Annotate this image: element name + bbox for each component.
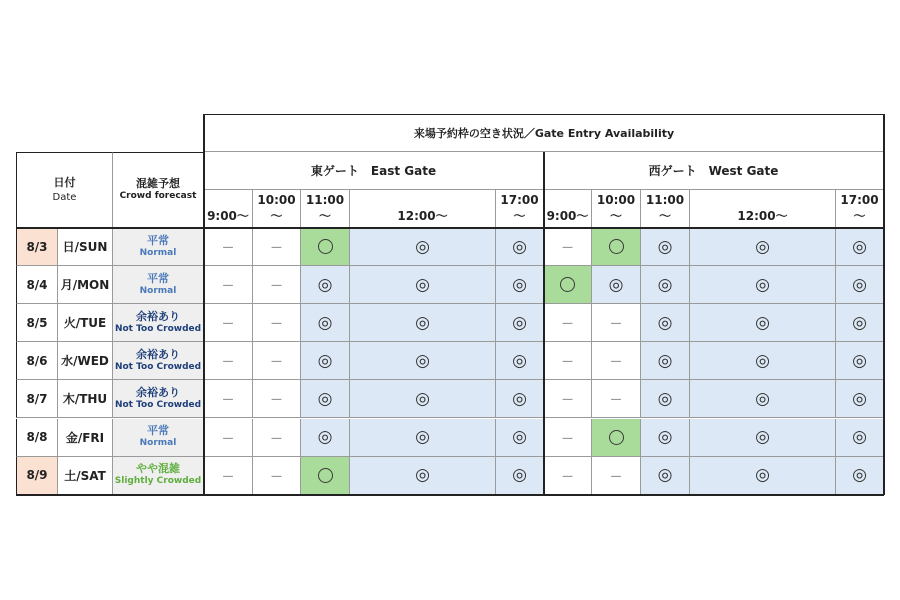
forecast-en: Not Too Crowded — [114, 400, 202, 411]
double-circle-icon: ◎ — [512, 465, 527, 486]
west-slot-4[interactable] — [836, 342, 884, 380]
forecast-ja: 余裕あり — [136, 385, 180, 399]
dash-icon: － — [269, 355, 283, 371]
dash-icon: － — [269, 469, 283, 485]
day-text: 金/FRI — [65, 430, 105, 445]
double-circle-icon: ◎ — [415, 350, 430, 371]
east-time-2 — [301, 190, 350, 228]
west-slot-2[interactable] — [641, 457, 690, 495]
west-slot-2[interactable] — [641, 380, 690, 418]
west-slot-1[interactable] — [592, 342, 641, 380]
day-text: 月/MON — [60, 278, 110, 293]
date-text: 8/4 — [26, 277, 48, 292]
dash-icon: － — [560, 431, 574, 447]
crowd-forecast — [113, 228, 204, 266]
dash-icon: － — [560, 355, 574, 371]
row-date — [16, 304, 58, 342]
west-slot-2[interactable] — [641, 266, 690, 304]
double-circle-icon: ◎ — [608, 274, 624, 295]
dash-icon: － — [269, 317, 283, 333]
east-slot-1[interactable] — [253, 228, 301, 266]
dash-icon: － — [221, 279, 235, 295]
crowd-forecast — [113, 342, 204, 380]
forecast-en: Not Too Crowded — [114, 362, 202, 373]
double-circle-icon: ◎ — [755, 274, 770, 295]
row-date — [16, 380, 58, 418]
double-circle-icon: ◎ — [657, 427, 673, 448]
double-circle-icon: ◎ — [415, 312, 430, 333]
east-slot-2[interactable] — [301, 228, 350, 266]
west-slot-4[interactable] — [836, 419, 884, 457]
west-slot-4[interactable] — [836, 380, 884, 418]
west-slot-4[interactable] — [836, 457, 884, 495]
west-slot-1[interactable] — [592, 457, 641, 495]
east-slot-1[interactable] — [253, 380, 301, 418]
double-circle-icon: ◎ — [852, 274, 867, 295]
west-gate-label: 西ゲート West Gate — [648, 164, 779, 178]
forecast-en: Normal — [139, 285, 177, 296]
dash-icon: － — [269, 279, 283, 295]
circle-icon — [318, 239, 333, 254]
east-time-0 — [204, 190, 253, 228]
east-slot-2[interactable] — [301, 342, 350, 380]
double-circle-icon: ◎ — [415, 236, 430, 257]
east-slot-4[interactable] — [496, 380, 544, 418]
circle-icon — [318, 468, 333, 483]
double-circle-icon: ◎ — [852, 388, 867, 409]
dash-icon: － — [560, 317, 574, 333]
time-slot-label: 9:00～ — [207, 209, 249, 223]
dash-icon: － — [221, 241, 235, 257]
east-slot-0[interactable] — [204, 304, 253, 342]
double-circle-icon: ◎ — [657, 465, 673, 486]
east-slot-1[interactable] — [253, 304, 301, 342]
west-slot-1[interactable] — [592, 266, 641, 304]
double-circle-icon: ◎ — [512, 274, 527, 295]
double-circle-icon: ◎ — [852, 427, 867, 448]
west-slot-3[interactable] — [690, 342, 836, 380]
west-time-1 — [592, 190, 641, 228]
east-slot-4[interactable] — [496, 419, 544, 457]
forecast-ja: 平常 — [147, 271, 169, 285]
west-slot-4[interactable] — [836, 266, 884, 304]
dash-icon: － — [560, 241, 574, 257]
dash-icon: － — [221, 355, 235, 371]
row-date — [16, 457, 58, 495]
forecast-divider — [203, 114, 205, 495]
forecast-ja: 平常 — [147, 424, 169, 438]
crowd-forecast — [113, 380, 204, 418]
west-slot-0[interactable] — [544, 380, 592, 418]
row-date — [16, 266, 58, 304]
double-circle-icon: ◎ — [512, 350, 527, 371]
east-slot-3[interactable] — [350, 342, 496, 380]
time-slot-label: 17:00～ — [500, 193, 539, 223]
forecast-header-ja: 混雑予想 — [136, 177, 180, 190]
dash-icon: － — [221, 431, 235, 447]
east-slot-4[interactable] — [496, 266, 544, 304]
forecast-ja: やや混雑 — [136, 462, 180, 476]
east-slot-2[interactable] — [301, 304, 350, 342]
east-slot-4[interactable] — [496, 342, 544, 380]
forecast-header — [113, 152, 204, 228]
east-slot-3[interactable] — [350, 304, 496, 342]
forecast-en: Not Too Crowded — [114, 324, 202, 335]
east-slot-2[interactable] — [301, 266, 350, 304]
east-slot-0[interactable] — [204, 457, 253, 495]
row-date — [16, 228, 58, 266]
west-slot-3[interactable] — [690, 380, 836, 418]
east-slot-0[interactable] — [204, 228, 253, 266]
double-circle-icon: ◎ — [415, 465, 430, 486]
time-slot-label: 17:00～ — [840, 193, 879, 223]
west-time-3 — [690, 190, 836, 228]
west-slot-1[interactable] — [592, 380, 641, 418]
east-slot-0[interactable] — [204, 380, 253, 418]
west-slot-3[interactable] — [690, 266, 836, 304]
west-time-0 — [544, 190, 592, 228]
bottom-border — [16, 494, 884, 496]
west-slot-0[interactable] — [544, 266, 592, 304]
west-slot-2[interactable] — [641, 304, 690, 342]
west-slot-3[interactable] — [690, 228, 836, 266]
double-circle-icon: ◎ — [755, 465, 770, 486]
west-gate-header — [544, 152, 884, 190]
west-slot-3[interactable] — [690, 457, 836, 495]
west-slot-1[interactable] — [592, 304, 641, 342]
dash-icon: － — [560, 469, 574, 485]
forecast-en: Normal — [139, 247, 177, 258]
time-slot-label: 11:00～ — [645, 193, 685, 223]
date-header — [16, 152, 113, 228]
dash-icon: － — [609, 355, 623, 371]
west-slot-4[interactable] — [836, 228, 884, 266]
west-slot-0[interactable] — [544, 304, 592, 342]
east-slot-3[interactable] — [350, 380, 496, 418]
day-text: 木/THU — [62, 392, 108, 407]
date-text: 8/3 — [26, 239, 48, 254]
dash-icon: － — [609, 469, 623, 485]
west-slot-4[interactable] — [836, 304, 884, 342]
forecast-ja: 余裕あり — [136, 309, 180, 323]
availability-title-text: 来場予約枠の空き状況／Gate Entry Availability — [413, 127, 675, 140]
east-slot-4[interactable] — [496, 304, 544, 342]
forecast-en: Normal — [139, 438, 177, 449]
west-slot-3[interactable] — [690, 304, 836, 342]
date-text: 8/9 — [26, 468, 48, 483]
double-circle-icon: ◎ — [755, 312, 770, 333]
east-slot-3[interactable] — [350, 457, 496, 495]
west-slot-1[interactable] — [592, 228, 641, 266]
dash-icon: － — [609, 317, 623, 333]
double-circle-icon: ◎ — [657, 312, 673, 333]
west-time-4 — [836, 190, 884, 228]
day-text: 土/SAT — [64, 468, 106, 483]
day-text: 水/WED — [61, 354, 109, 369]
double-circle-icon: ◎ — [317, 388, 333, 409]
dash-icon: － — [269, 241, 283, 257]
double-circle-icon: ◎ — [657, 388, 673, 409]
row-day — [58, 457, 113, 495]
dash-icon: － — [560, 393, 574, 409]
row-date — [16, 419, 58, 457]
row-date — [16, 342, 58, 380]
west-slot-0[interactable] — [544, 419, 592, 457]
date-text: 8/8 — [26, 430, 48, 445]
circle-icon — [609, 430, 624, 445]
east-slot-3[interactable] — [350, 228, 496, 266]
east-slot-1[interactable] — [253, 457, 301, 495]
east-gate-label: 東ゲート East Gate — [310, 164, 437, 178]
double-circle-icon: ◎ — [317, 274, 333, 295]
east-time-3 — [350, 190, 496, 228]
dash-icon: － — [221, 393, 235, 409]
forecast-ja: 余裕あり — [136, 347, 180, 361]
east-slot-2[interactable] — [301, 457, 350, 495]
time-slot-label: 10:00～ — [257, 193, 296, 223]
time-slot-label: 9:00～ — [546, 209, 589, 223]
double-circle-icon: ◎ — [512, 236, 527, 257]
east-slot-1[interactable] — [253, 342, 301, 380]
west-slot-0[interactable] — [544, 228, 592, 266]
forecast-en: Slightly Crowded — [114, 476, 202, 487]
east-time-4 — [496, 190, 544, 228]
west-slot-3[interactable] — [690, 419, 836, 457]
west-slot-0[interactable] — [544, 342, 592, 380]
double-circle-icon: ◎ — [852, 312, 867, 333]
double-circle-icon: ◎ — [317, 427, 333, 448]
forecast-ja: 平常 — [147, 233, 169, 247]
double-circle-icon: ◎ — [657, 274, 673, 295]
east-slot-4[interactable] — [496, 457, 544, 495]
double-circle-icon: ◎ — [755, 350, 770, 371]
east-slot-1[interactable] — [253, 266, 301, 304]
double-circle-icon: ◎ — [852, 465, 867, 486]
dash-icon: － — [269, 393, 283, 409]
row-day — [58, 304, 113, 342]
double-circle-icon: ◎ — [415, 274, 430, 295]
double-circle-icon: ◎ — [415, 427, 430, 448]
east-slot-0[interactable] — [204, 266, 253, 304]
west-time-2 — [641, 190, 690, 228]
double-circle-icon: ◎ — [852, 236, 867, 257]
double-circle-icon: ◎ — [415, 388, 430, 409]
time-slot-label: 11:00～ — [305, 193, 345, 223]
double-circle-icon: ◎ — [755, 236, 770, 257]
crowd-forecast — [113, 266, 204, 304]
double-circle-icon: ◎ — [317, 312, 333, 333]
row-day — [58, 380, 113, 418]
east-slot-3[interactable] — [350, 419, 496, 457]
east-gate-header — [204, 152, 544, 190]
right-border — [883, 114, 885, 495]
west-slot-2[interactable] — [641, 419, 690, 457]
circle-icon — [560, 277, 575, 292]
time-slot-label: 10:00～ — [596, 193, 636, 223]
double-circle-icon: ◎ — [657, 350, 673, 371]
double-circle-icon: ◎ — [317, 350, 333, 371]
day-text: 日/SUN — [62, 240, 108, 255]
crowd-forecast — [113, 419, 204, 457]
row-day — [58, 266, 113, 304]
time-slot-label: 12:00～ — [737, 209, 788, 223]
east-slot-0[interactable] — [204, 419, 253, 457]
east-slot-1[interactable] — [253, 419, 301, 457]
row-day — [58, 342, 113, 380]
west-slot-2[interactable] — [641, 228, 690, 266]
date-text: 8/6 — [26, 353, 48, 368]
east-slot-0[interactable] — [204, 342, 253, 380]
double-circle-icon: ◎ — [852, 350, 867, 371]
double-circle-icon: ◎ — [755, 427, 770, 448]
west-slot-2[interactable] — [641, 342, 690, 380]
double-circle-icon: ◎ — [512, 427, 527, 448]
date-text: 8/7 — [26, 391, 48, 406]
date-text: 8/5 — [26, 315, 48, 330]
row-day — [58, 419, 113, 457]
row-day — [58, 228, 113, 266]
dash-icon: － — [221, 469, 235, 485]
crowd-forecast — [113, 457, 204, 495]
east-time-1 — [253, 190, 301, 228]
dash-icon: － — [269, 431, 283, 447]
east-slot-4[interactable] — [496, 228, 544, 266]
crowd-forecast — [113, 304, 204, 342]
date-header-ja: 日付 — [53, 176, 76, 190]
east-slot-2[interactable] — [301, 419, 350, 457]
dash-icon: － — [609, 393, 623, 409]
double-circle-icon: ◎ — [512, 388, 527, 409]
west-slot-0[interactable] — [544, 457, 592, 495]
header-bottom-border — [16, 227, 884, 229]
date-header-en: Date — [52, 191, 77, 203]
double-circle-icon: ◎ — [657, 236, 673, 257]
double-circle-icon: ◎ — [512, 312, 527, 333]
dash-icon: － — [221, 317, 235, 333]
day-text: 火/TUE — [63, 316, 107, 331]
availability-title — [204, 114, 884, 152]
time-slot-label: 12:00～ — [397, 209, 448, 223]
forecast-header-en: Crowd forecast — [119, 191, 197, 202]
west-slot-1[interactable] — [592, 419, 641, 457]
east-slot-2[interactable] — [301, 380, 350, 418]
double-circle-icon: ◎ — [755, 388, 770, 409]
circle-icon — [609, 239, 624, 254]
east-slot-3[interactable] — [350, 266, 496, 304]
gate-divider — [543, 152, 545, 495]
